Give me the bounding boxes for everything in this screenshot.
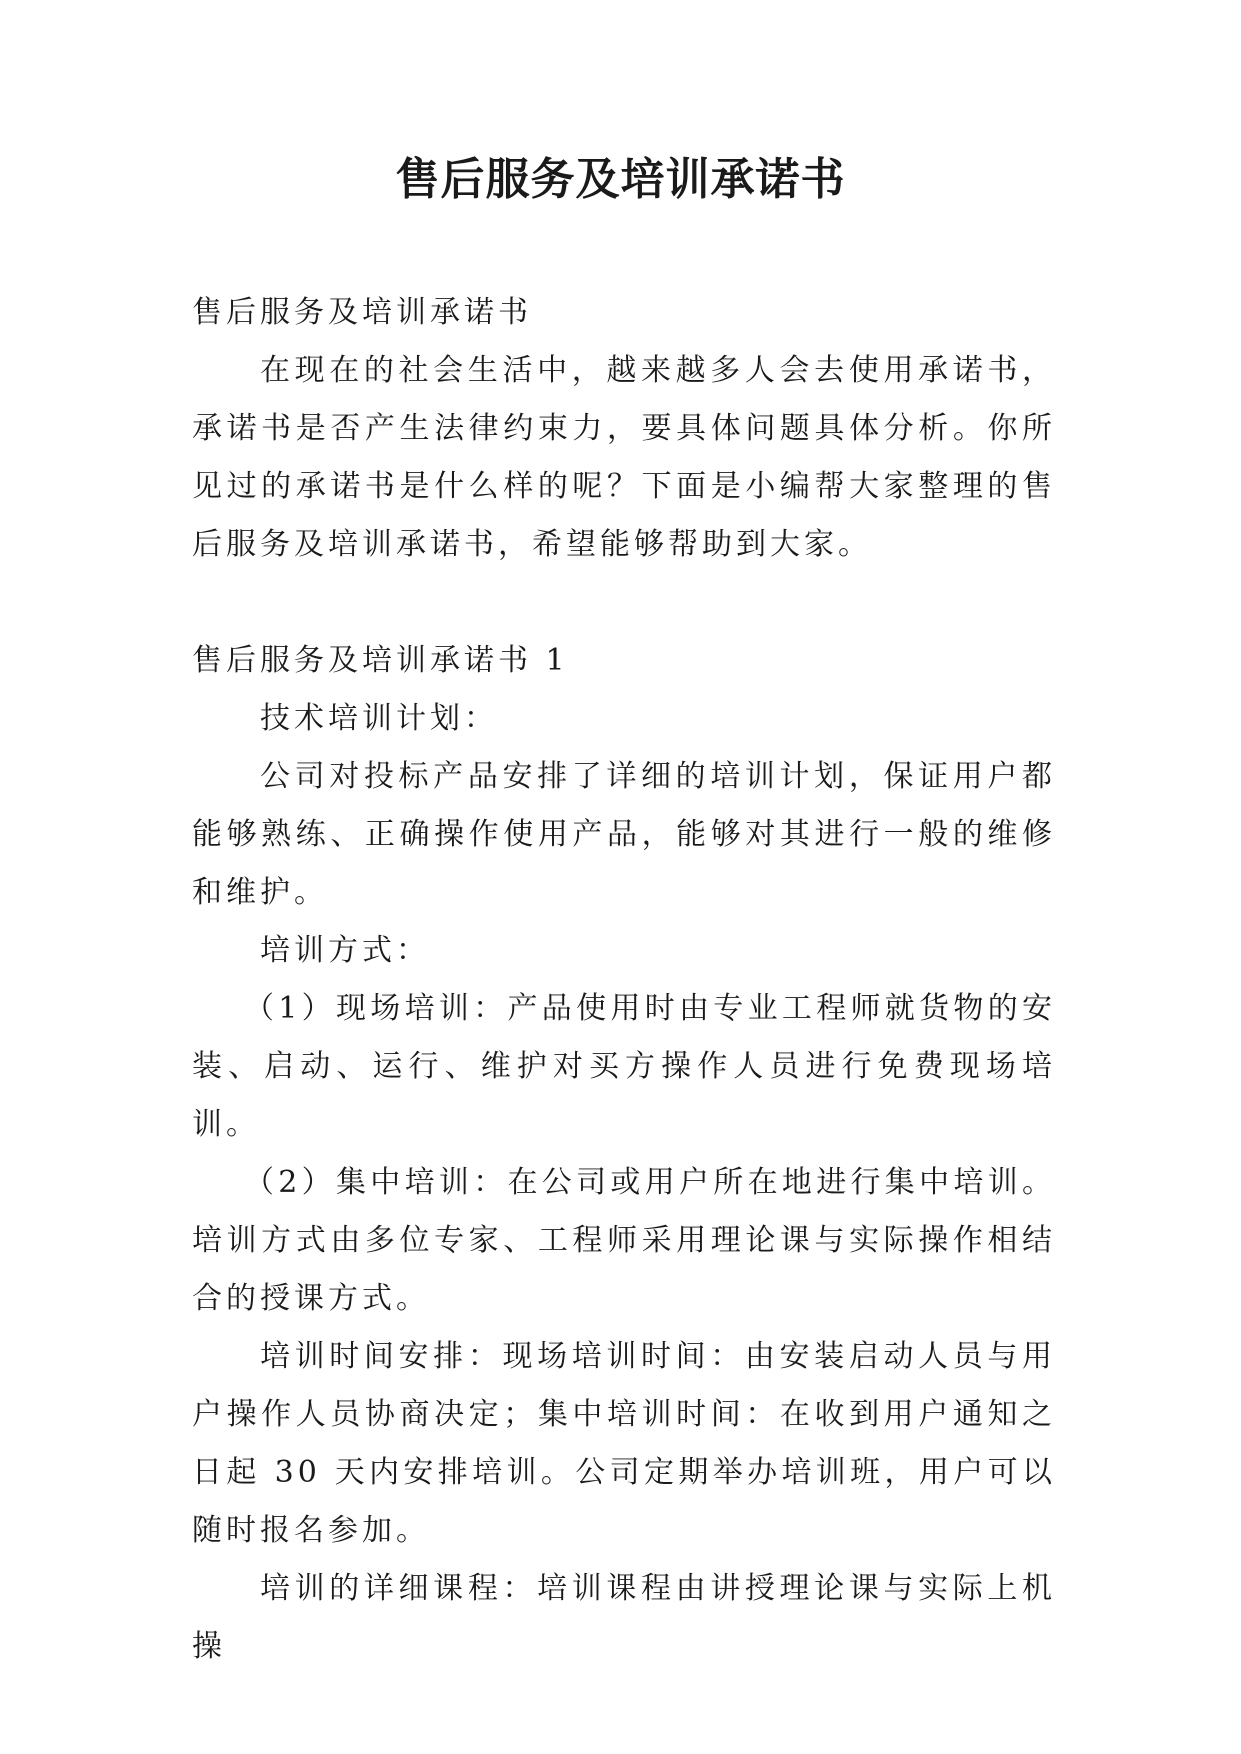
section-heading: 售后服务及培训承诺书 1 xyxy=(192,643,569,678)
paragraph-gap xyxy=(192,574,1056,632)
intro-paragraph: 在现在的社会生活中，越来越多人会去使用承诺书，承诺书是否产生法律约束力，要具体问题具体分析。你所见过的承诺书是什么样的呢？下面是小编帮大家整理的售后服务及培训承诺书，希望能够帮助到大家。 xyxy=(192,353,1056,562)
document-title: 售后服务及培训承诺书 xyxy=(395,154,846,205)
subtitle: 售后服务及培训承诺书 xyxy=(192,295,532,330)
method-item-1: （1）现场培训：产品使用时由专业工程师就货物的安装、启动、运行、维护对买方操作人员进行免费现场培训。 xyxy=(192,991,1056,1142)
plan-label: 技术培训计划： xyxy=(260,701,498,736)
method-item-2: （2）集中培训：在公司或用户所在地进行集中培训。培训方式由多位专家、工程师采用理论课与实际操作相结合的授课方式。 xyxy=(192,1165,1056,1316)
courses-paragraph: 培训的详细课程：培训课程由讲授理论课与实际上机操 xyxy=(192,1571,1056,1664)
document-body xyxy=(192,284,1056,1676)
method-label: 培训方式： xyxy=(260,933,430,968)
schedule-paragraph: 培训时间安排：现场培训时间：由安装启动人员与用户操作人员协商决定；集中培训时间：在收到用户通知之日起 30 天内安排培训。公司定期举办培训班，用户可以随时报名参加。 xyxy=(192,1339,1056,1548)
plan-paragraph: 公司对投标产品安排了详细的培训计划，保证用户都能够熟练、正确操作使用产品，能够对其进行一般的维修和维护。 xyxy=(192,759,1056,910)
